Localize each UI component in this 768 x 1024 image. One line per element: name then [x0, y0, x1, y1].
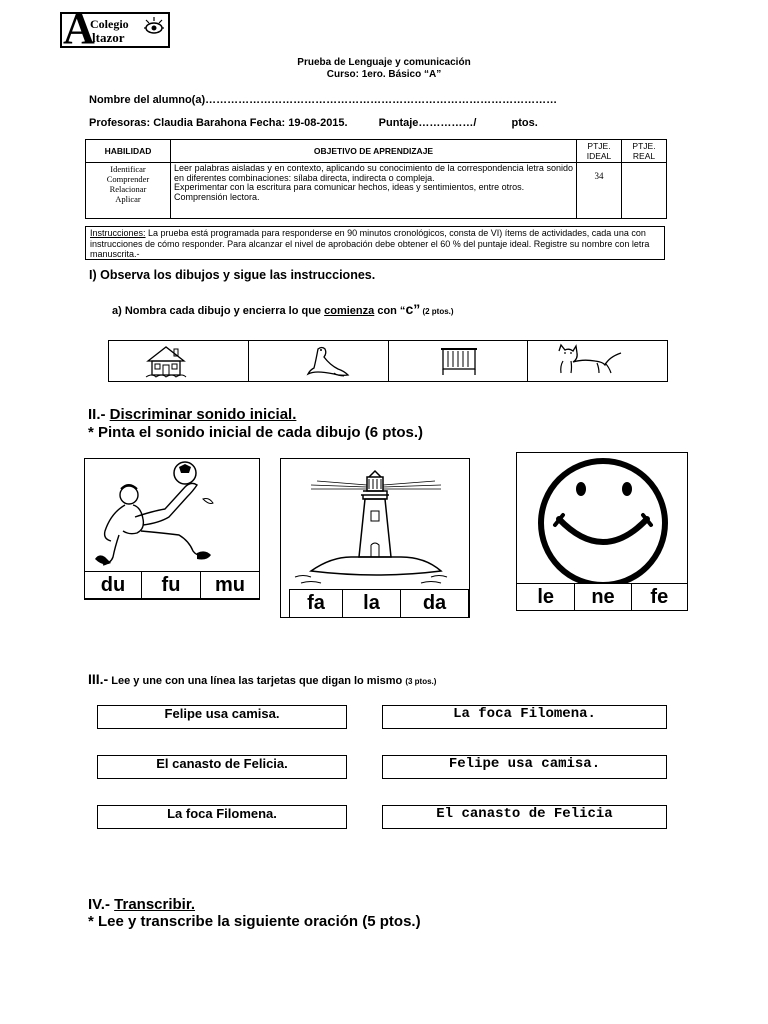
objective-item: Leer palabras aisladas y en contexto, aplicando su conocimiento de la correspondencia letra sonido en diferentes combinaciones: sílaba directa, indirecta o compleja.	[174, 163, 573, 183]
section4-header	[88, 896, 421, 930]
school-logo	[60, 4, 170, 53]
syllables-boy	[84, 571, 260, 599]
pictures-row	[108, 340, 668, 382]
crib-icon	[439, 343, 479, 377]
objectives-cell	[171, 163, 577, 219]
left-card[interactable]: La foca Filomena.	[97, 805, 347, 829]
subtitle-pts: (2 ptos.)	[420, 307, 454, 316]
section2-prefix: II.-	[88, 406, 110, 423]
skills-cell	[86, 163, 171, 219]
boy-kicking-ball-icon	[85, 459, 259, 573]
section3-text: Lee y une con una línea las tarjetas que digan lo mismo	[108, 675, 406, 687]
objective-item: Experimentar con la escritura para comunicar hechos, ideas y sentimientos, entre otros.	[174, 182, 525, 192]
section1-title: I) Observa los dibujos y sigue las instrucciones.	[89, 268, 376, 282]
syllable-option[interactable]: mu	[215, 574, 245, 596]
syllable-option[interactable]: fa	[290, 590, 343, 617]
picture-frame-smiley	[516, 452, 688, 604]
instructions-text: La prueba está programada para responderse en 90 minutos cronológicos, consta de VI) ítems de actividades, cada una con instrucciones de cómo responder. Para alcanzar el nivel de aprobación debe obtener el 60 % del puntaje ideal. Registre su nombre con letra manuscrita.-	[90, 228, 650, 259]
header-habilidad: HABILIDAD	[86, 140, 171, 163]
right-card[interactable]: La foca Filomena.	[382, 705, 667, 729]
skill-item: Comprender	[106, 174, 150, 184]
instructions-box	[85, 226, 665, 260]
subtitle-close-quote: ”	[413, 301, 421, 317]
header-ptje-real: PTJE. REAL	[622, 140, 667, 163]
subtitle-prefix: a) Nombra cada dibujo y encierra lo que	[112, 305, 325, 317]
section3-pts: (3 ptos.)	[405, 677, 437, 686]
subtitle-letter: c	[405, 301, 414, 317]
house-icon	[144, 343, 188, 379]
section1-subtitle	[112, 301, 454, 317]
section4-instruction: * Lee y transcribe la siguiente oración (5 ptos.)	[88, 913, 421, 930]
right-card[interactable]: Felipe usa camisa.	[382, 755, 667, 779]
student-name-line: Nombre del alumno(a)……………………………………………………………………………………	[89, 94, 558, 106]
objective-item: Comprensión lectora.	[174, 191, 260, 202]
skill-item: Relacionar	[109, 184, 147, 194]
section4-prefix: IV.-	[88, 896, 115, 913]
picture-cell-house	[109, 341, 249, 381]
teacher-date-label: Profesoras: Claudia Barahona Fecha: 19-08-2015.	[89, 117, 348, 129]
section2-title: Discriminar sonido inicial.	[109, 406, 297, 423]
logo-word-altazor: ltazor	[92, 30, 125, 45]
syllables-lighthouse	[289, 589, 469, 618]
lighthouse-icon	[281, 459, 469, 589]
section2-instruction: * Pinta el sonido inicial de cada dibujo (6 ptos.)	[88, 424, 424, 441]
left-card[interactable]: Felipe usa camisa.	[97, 705, 347, 729]
subtitle-mid: con “	[374, 305, 406, 317]
syllable-option[interactable]: du	[85, 572, 142, 598]
course-label: Curso: 1ero. Básico “A”	[326, 69, 442, 80]
instructions-label: Instrucciones:	[90, 228, 146, 238]
left-card[interactable]: El canasto de Felicia.	[97, 755, 347, 779]
syllables-smiley	[516, 583, 688, 611]
syllable-option[interactable]: da	[422, 592, 447, 614]
eye-icon	[142, 15, 166, 41]
objectives-table	[85, 139, 667, 219]
logo-letter: A	[63, 4, 95, 53]
syllable-option[interactable]: le	[517, 584, 575, 610]
picture-cell-crib	[389, 341, 529, 381]
picture-cell-cat	[528, 341, 667, 381]
teacher-date-line	[89, 117, 538, 129]
syllable-option[interactable]: la	[343, 590, 401, 617]
ideal-score-cell: 34	[577, 163, 622, 219]
test-title: Prueba de Lenguaje y comunicación	[297, 57, 471, 68]
smiley-face-icon	[517, 453, 687, 585]
seal-icon	[304, 343, 352, 379]
syllable-option[interactable]: fu	[142, 572, 201, 598]
real-score-cell	[622, 163, 667, 219]
section3-prefix: III.-	[88, 671, 109, 687]
score-field: Puntaje……………/	[378, 117, 477, 129]
cat-icon	[553, 341, 629, 377]
syllable-option[interactable]: fe	[650, 586, 669, 608]
section2-header	[88, 406, 423, 442]
section4-title: Transcribir.	[114, 896, 196, 913]
picture-cell-seal	[249, 341, 389, 381]
skill-item: Identificar	[110, 164, 146, 174]
pts-label: ptos.	[511, 117, 538, 129]
syllable-option[interactable]: ne	[575, 584, 631, 610]
logo-word-colegio: Colegio	[90, 17, 129, 31]
header-objetivo: OBJETIVO DE APRENDIZAJE	[171, 140, 577, 163]
right-card[interactable]: El canasto de Felicia	[382, 805, 667, 829]
subtitle-underlined: comienza	[324, 305, 375, 317]
header-ptje-ideal: PTJE. IDEAL	[577, 140, 622, 163]
section3-title	[88, 671, 436, 687]
skill-item: Aplicar	[115, 194, 141, 204]
